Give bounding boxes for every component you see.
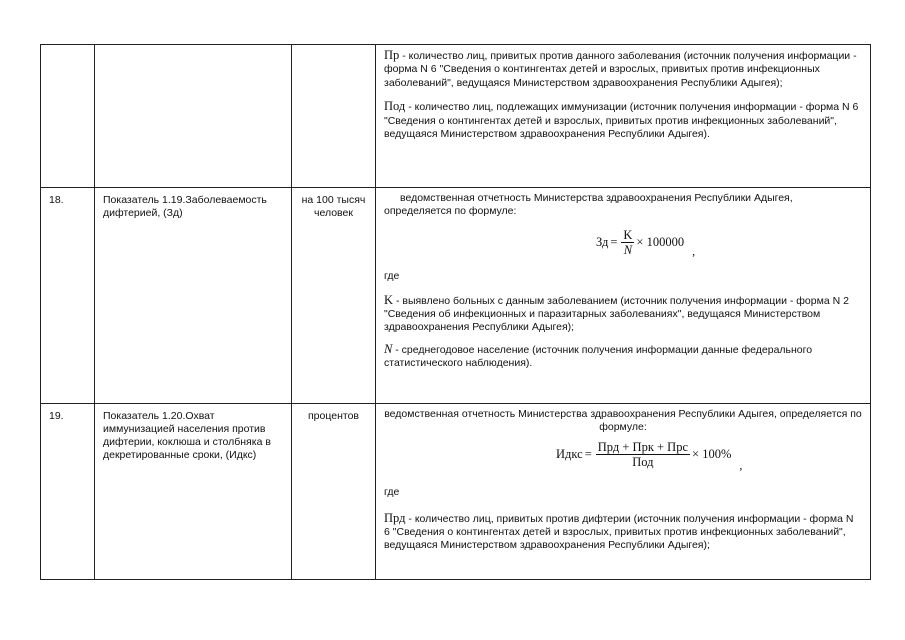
method-intro: ведомственная отчетность Министерства здравоохранения Республики Адыгея, определяется по формуле:: [384, 408, 862, 434]
formula-denominator: Под: [632, 455, 654, 470]
method-intro: ведомственная отчетность Министерства здравоохранения Республики Адыгея, определяется по формуле:: [384, 192, 793, 218]
where-label: где: [384, 270, 400, 283]
formula-fraction: [596, 440, 690, 469]
variable-definition: [384, 512, 862, 553]
variable-definition: [384, 100, 862, 141]
variable-symbol: Прд: [384, 510, 406, 525]
formula: Зд = $\frac{K}{N}$ × 100000 ,: [596, 228, 696, 258]
method-description: [376, 188, 871, 404]
formula-multiplier: × 100%: [692, 446, 732, 461]
row-number: 18.: [41, 188, 95, 404]
formula-denominator: N: [623, 243, 633, 258]
formula-multiplier: × 100000: [636, 234, 685, 249]
row-number: [41, 45, 95, 188]
table-row: [41, 188, 871, 404]
formula-numerator: K: [623, 228, 633, 243]
table-row: [41, 404, 871, 580]
variable-symbol: Пр: [384, 48, 400, 62]
formula-comma: ,: [739, 457, 743, 472]
variable-definition: [384, 294, 862, 335]
variable-text: - количество лиц, подлежащих иммунизации (источник получения информации - форма N 6 "Сведения о контингентах детей и взрослых, привитых против инфекционных заболеваний", ведущаяся Министерством здравоохранения Республики Адыгея).: [384, 101, 859, 141]
indicator-name: Показатель 1.19.Заболеваемость дифтерией, (Зд): [95, 188, 292, 404]
where-label: где: [384, 486, 400, 499]
unit-of-measure: на 100 тысяч человек: [292, 188, 376, 404]
indicator-name: Показатель 1.20.Охват иммунизацией населения против дифтерии, коклюша и столбняка в декретированные сроки, (Идкс): [95, 404, 292, 580]
variable-text: - количество лиц, привитых против данного заболевания (источник получения информации - форма N 6 "Сведения о контингентах детей и взрослых, привитых против инфекционных заболеваний", ведущаяся Министерством здравоохранения Республики Адыгея);: [384, 50, 857, 89]
unit-of-measure: [292, 45, 376, 188]
formula-lhs: Идкс: [556, 446, 583, 461]
variable-text: - выявлено больных с данным заболеванием (источник получения информации - форма N 2 "Сведения об инфекционных и паразитарных заболеваниях", ведущаяся Министерством здравоохранения Республики Адыгея);: [384, 294, 849, 334]
row-number: 19.: [41, 404, 95, 580]
indicator-name: [95, 45, 292, 188]
method-description: [376, 45, 871, 188]
variable-definition: [384, 343, 862, 371]
formula-comma: ,: [692, 243, 696, 258]
variable-symbol: K: [384, 292, 394, 307]
formula-lhs: Зд: [596, 234, 609, 249]
unit-of-measure: процентов: [292, 404, 376, 580]
variable-text: - среднегодовое население (источник получения информации данные федерального статистического наблюдения).: [384, 343, 813, 370]
formula-fraction: [621, 228, 634, 257]
variable-definition: [384, 49, 862, 90]
formula: Идкс = $\frac{\text{Прд + Прк + Прс}}{\text{Под}}$ × 100% ,: [556, 440, 743, 472]
variable-symbol: N: [384, 341, 393, 356]
table-row: [41, 45, 871, 188]
indicators-table: [40, 44, 871, 580]
variable-text: - количество лиц, привитых против дифтерии (источник получения информации - форма N 6 "Сведения о контингентах детей и взрослых, привитых против инфекционных заболеваний", ведущаяся Министерством здравоохранения Республики Адыгея);: [384, 512, 854, 552]
method-description: [376, 404, 871, 580]
formula-numerator: Прд + Прк + Прс: [597, 440, 689, 455]
variable-symbol: Под: [384, 99, 406, 114]
